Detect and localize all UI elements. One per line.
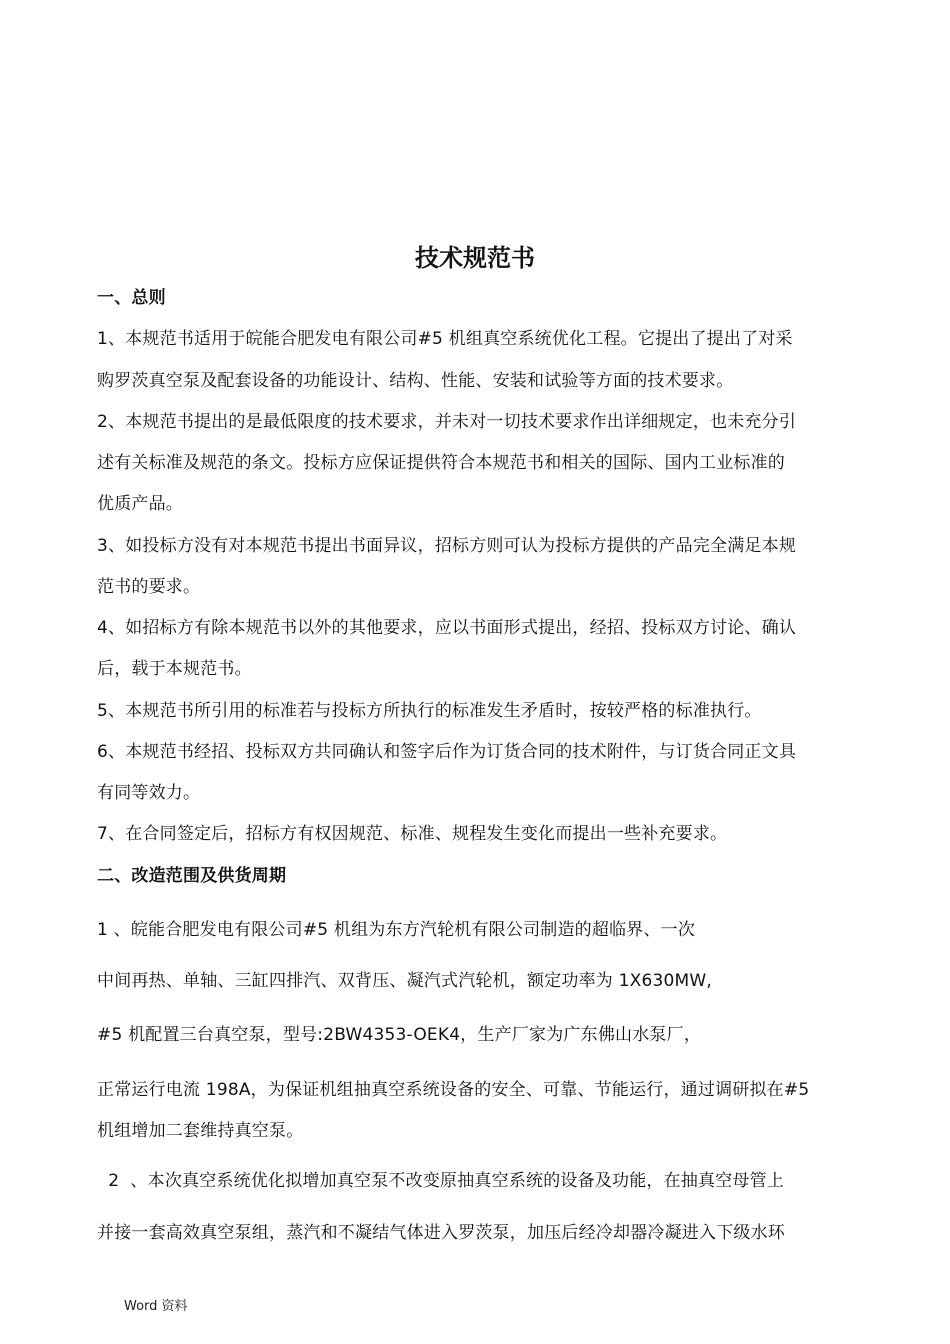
paragraph-line: 2、本规范书提出的是最低限度的技术要求，并未对一切技术要求作出详细规定，也未充分引 [97, 412, 797, 432]
paragraph-line: 2 、本次真空系统优化拟增加真空泵不改变原抽真空系统的设备及功能，在抽真空母管上 [97, 1171, 785, 1191]
paragraph-line: 述有关标准及规范的条文。投标方应保证提供符合本规范书和相关的国际、国内工业标准的 [97, 453, 785, 473]
paragraph-line: 7、在合同签定后，招标方有权因规范、标准、规程发生变化而提出一些补充要求。 [97, 824, 728, 844]
paragraph-line: 优质产品。 [97, 494, 183, 514]
paragraph-line: 机组增加二套维持真空泵。 [97, 1121, 304, 1141]
document-title: 技术规范书 [415, 244, 535, 272]
paragraph-line: 1 、皖能合肥发电有限公司#5 机组为东方汽轮机有限公司制造的超临界、一次 [97, 920, 696, 940]
paragraph-line: #5 机配置三台真空泵，型号:2BW4353-OEK4，生产厂家为广东佛山水泵厂， [97, 1025, 702, 1045]
footer-label: Word 资料 [124, 1299, 188, 1314]
paragraph-line: 1、本规范书适用于皖能合肥发电有限公司#5 机组真空系统优化工程。它提出了提出了对采 [97, 329, 793, 349]
paragraph-line: 购罗茨真空泵及配套设备的功能设计、结构、性能、安装和试验等方面的技术要求。 [97, 371, 734, 391]
paragraph-line: 范书的要求。 [97, 577, 201, 597]
paragraph-line: 并接一套高效真空泵组，蒸汽和不凝结气体进入罗茨泵，加压后经冷却器冷凝进入下级水环 [97, 1223, 785, 1243]
paragraph-line: 6、本规范书经招、投标双方共同确认和签字后作为订货合同的技术附件，与订货合同正文具 [97, 742, 797, 762]
paragraph-line: 5、本规范书所引用的标准若与投标方所执行的标准发生矛盾时，按较严格的标准执行。 [97, 701, 762, 721]
section-heading-scope: 二、改造范围及供货周期 [97, 866, 287, 886]
section-heading-general: 一、总则 [97, 288, 166, 308]
paragraph-line: 4、如招标方有除本规范书以外的其他要求，应以书面形式提出，经招、投标双方讨论、确认 [97, 618, 797, 638]
paragraph-line: 后，载于本规范书。 [97, 659, 252, 679]
paragraph-line: 3、如投标方没有对本规范书提出书面异议，招标方则可认为投标方提供的产品完全满足本规 [97, 536, 797, 556]
paragraph-line: 正常运行电流 198A，为保证机组抽真空系统设备的安全、可靠、节能运行，通过调研拟在#5 [97, 1080, 810, 1100]
paragraph-line: 中间再热、单轴、三缸四排汽、双背压、凝汽式汽轮机，额定功率为 1X630MW, [97, 971, 712, 991]
paragraph-line: 有同等效力。 [97, 783, 201, 803]
